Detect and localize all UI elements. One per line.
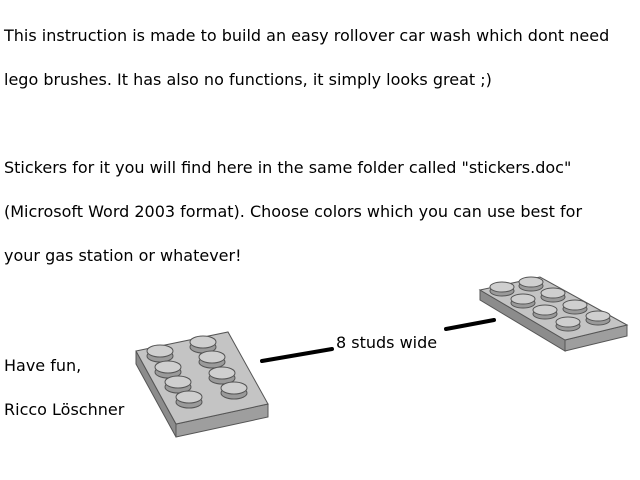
paragraph-2-line-3: your gas station or whatever! <box>4 246 242 265</box>
left-lego-plate <box>136 332 268 437</box>
paragraph-2-line-1: Stickers for it you will find here in the same folder called "stickers.doc" <box>4 158 572 177</box>
author-name: Ricco Löschner <box>4 400 125 419</box>
paragraph-1-line-2: lego brushes. It has also no functions, it simply looks great ;) <box>4 70 492 89</box>
stud <box>541 288 565 302</box>
stud <box>563 300 587 314</box>
stud <box>199 351 225 368</box>
stud <box>165 376 191 393</box>
stud <box>586 311 610 325</box>
right-lego-plate <box>480 277 627 351</box>
stud <box>176 391 202 408</box>
paragraph-1-line-1: This instruction is made to build an easy rollover car wash which dont need <box>4 26 610 45</box>
paragraph-2-line-2: (Microsoft Word 2003 format). Choose colors which you can use best for <box>4 202 583 221</box>
stud <box>209 367 235 384</box>
stud <box>511 294 535 308</box>
dimension-label: 8 studs wide <box>336 333 438 352</box>
stud <box>147 345 173 362</box>
stud <box>490 282 514 296</box>
stud <box>190 336 216 353</box>
stud <box>221 382 247 399</box>
stud <box>155 361 181 378</box>
stud <box>533 305 557 319</box>
stud <box>519 277 543 291</box>
dimension-line-right <box>446 320 494 329</box>
stud <box>556 317 580 331</box>
closing-line: Have fun, <box>4 356 82 375</box>
dimension-line-left <box>262 349 332 361</box>
